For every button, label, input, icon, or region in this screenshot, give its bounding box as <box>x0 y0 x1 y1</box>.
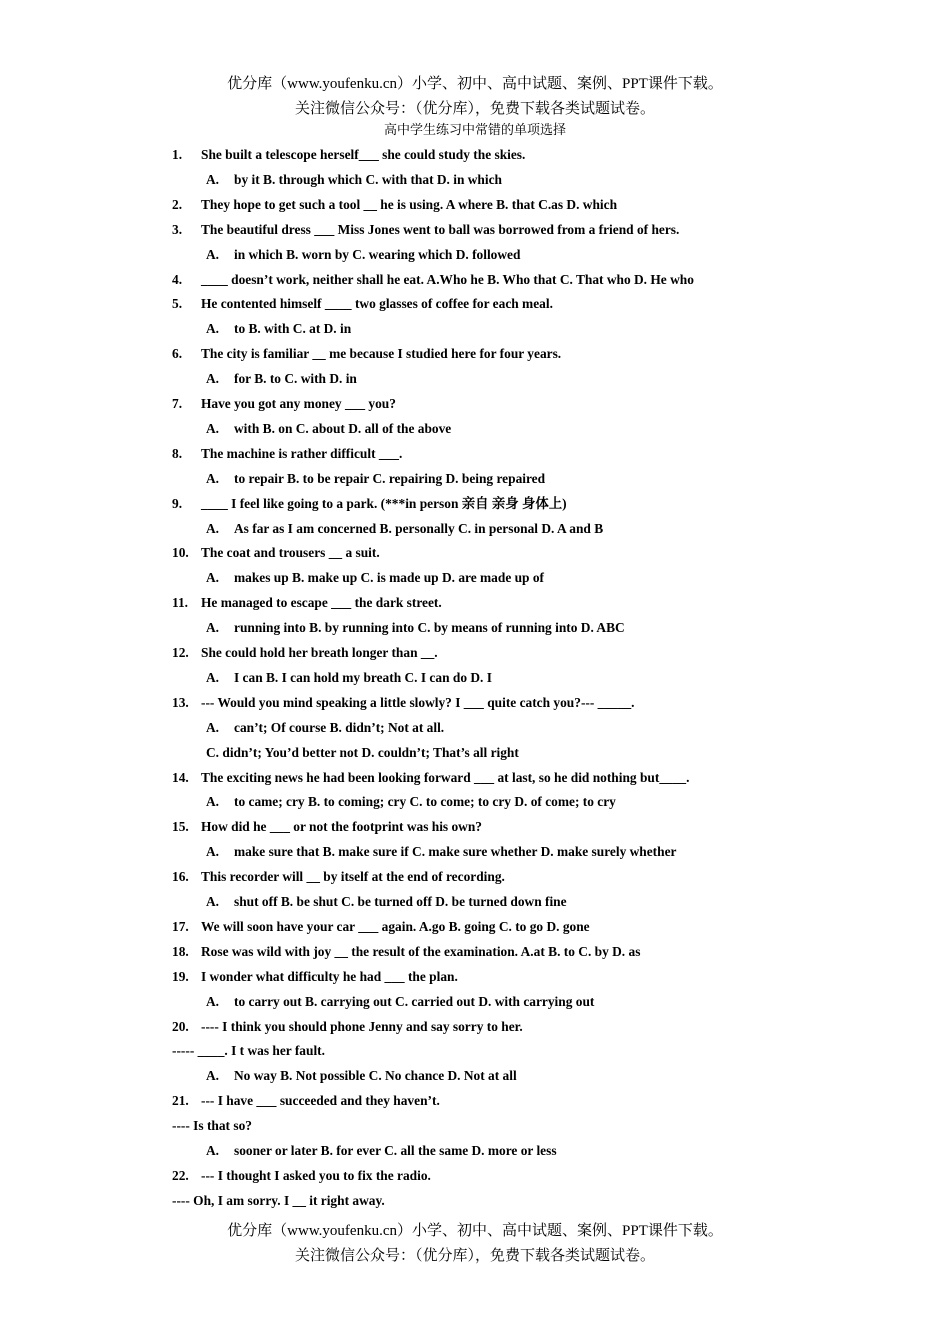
dialogue-line: ---- Oh, I am sorry. I __ it right away. <box>172 1192 385 1208</box>
question-text: He managed to escape ___ the dark street. <box>201 595 442 611</box>
option-label: A. <box>206 993 220 1009</box>
question-line <box>172 818 482 836</box>
question-line <box>172 345 561 363</box>
question-line <box>172 271 694 289</box>
answer-options <box>206 246 520 264</box>
question-number: 17. <box>172 918 189 934</box>
option-label: A. <box>206 1068 220 1084</box>
option-label: A. <box>206 844 220 860</box>
question-text: Rose was wild with joy __ the result of the examination. A.at B. to C. by D. as <box>201 943 641 959</box>
option-label: A. <box>206 669 220 685</box>
question-line <box>172 221 679 239</box>
question-number: 16. <box>172 869 189 885</box>
page-footer <box>0 1219 950 1269</box>
question-line <box>172 868 505 886</box>
dialogue-line: ----- ____. I t was her fault. <box>172 1043 325 1059</box>
option-label: A. <box>206 246 220 262</box>
option-label: A. <box>206 171 220 187</box>
options-text: sooner or later B. for ever C. all the same D. more or less <box>234 1143 557 1158</box>
answer-options <box>206 843 676 861</box>
options-text: to repair B. to be repair C. repairing D. being repaired <box>234 470 546 486</box>
question-number: 6. <box>172 346 183 362</box>
option-label: A. <box>206 470 220 486</box>
question-number: 15. <box>172 819 189 835</box>
options-text: running into B. by running into C. by means of running into D. ABC <box>234 620 625 636</box>
option-label: A. <box>206 371 220 387</box>
options-text: shut off B. be shut C. be turned off D. be turned down fine <box>234 894 567 909</box>
answer-options <box>206 719 444 737</box>
option-label: A. <box>206 620 220 636</box>
question-number: 8. <box>172 445 183 461</box>
question-line <box>172 445 402 463</box>
options-text: by it B. through which C. with that D. in which <box>234 171 502 187</box>
question-text: ____ I feel like going to a park. (***in person 亲自 亲身 身体上) <box>201 495 567 511</box>
question-line <box>172 943 640 961</box>
header-line-1: 优分库（www.youfenku.cn）小学、初中、高中试题、案例、PPT课件下载。 <box>227 76 723 92</box>
option-label: A. <box>206 321 220 337</box>
answer-options <box>206 1142 557 1160</box>
question-text: The exciting news he had been looking forward ___ at last, so he did nothing but____. <box>201 769 690 785</box>
answer-options <box>206 470 545 488</box>
options-text: for B. to C. with D. in <box>234 371 357 387</box>
question-line <box>172 918 590 936</box>
answer-options-continued: C. didn’t; You’d better not D. couldn’t; That’s all right <box>206 744 519 760</box>
question-text: We will soon have your car ___ again. A.go B. going C. to go D. gone <box>201 918 590 934</box>
question-line <box>172 495 567 513</box>
options-text: to came; cry B. to coming; cry C. to come; to cry D. of come; to cry <box>234 794 616 810</box>
question-text: The coat and trousers __ a suit. <box>201 545 380 561</box>
question-number: 5. <box>172 296 183 312</box>
answer-options <box>206 569 544 587</box>
question-text: He contented himself ____ two glasses of coffee for each meal. <box>201 296 553 312</box>
options-text: As far as I am concerned B. personally C. in personal D. A and B <box>234 520 604 536</box>
answer-options <box>206 320 351 338</box>
answer-options <box>206 520 603 538</box>
footer-line-2: 关注微信公众号：（优分库），免费下载各类试题试卷。 <box>294 1248 655 1264</box>
question-number: 12. <box>172 645 189 660</box>
question-number: 9. <box>172 495 183 511</box>
question-number: 14. <box>172 769 189 785</box>
options-text: I can B. I can hold my breath C. I can do D. I <box>234 669 492 685</box>
question-text: --- I thought I asked you to fix the radio. <box>201 1167 431 1183</box>
answer-options <box>206 619 625 637</box>
options-text: to B. with C. at D. in <box>234 321 352 337</box>
question-number: 3. <box>172 221 183 237</box>
question-number: 4. <box>172 271 183 287</box>
question-text: The city is familiar __ me because I studied here for four years. <box>201 346 562 362</box>
answer-options <box>206 793 616 811</box>
options-text: with B. on C. about D. all of the above <box>234 420 452 436</box>
options-text: can’t; Of course B. didn’t; Not at all. <box>234 719 445 735</box>
question-line <box>172 1167 431 1185</box>
question-number: 19. <box>172 968 189 984</box>
options-text: No way B. Not possible C. No chance D. Not at all <box>234 1068 517 1084</box>
question-text: --- I have ___ succeeded and they haven’t. <box>201 1093 440 1109</box>
dialogue-line: ---- Is that so? <box>172 1118 252 1134</box>
question-line <box>172 644 438 662</box>
question-number: 21. <box>172 1093 189 1109</box>
option-label: A. <box>206 570 220 586</box>
question-text: Have you got any money ___ you? <box>201 396 396 411</box>
question-text: She could hold her breath longer than __. <box>201 645 438 660</box>
answer-options <box>206 669 492 687</box>
question-number: 11. <box>172 595 188 611</box>
question-line <box>172 295 553 313</box>
question-text: How did he ___ or not the footprint was his own? <box>201 819 482 835</box>
question-number: 10. <box>172 545 189 561</box>
options-text: makes up B. make up C. is made up D. are made up of <box>234 570 545 586</box>
question-text: She built a telescope herself___ she could study the skies. <box>201 147 526 162</box>
question-line <box>172 1092 440 1110</box>
options-text: make sure that B. make sure if C. make sure whether D. make surely whether <box>234 844 677 860</box>
option-label: A. <box>206 1143 220 1158</box>
question-text: ---- I think you should phone Jenny and say sorry to her. <box>201 1018 523 1034</box>
answer-options <box>206 171 502 189</box>
question-text: The machine is rather difficult ___. <box>201 445 403 461</box>
answer-options <box>206 370 357 388</box>
answer-options <box>206 420 451 438</box>
question-line <box>172 146 525 164</box>
page-header <box>0 72 950 122</box>
option-label: A. <box>206 520 220 536</box>
question-number: 2. <box>172 196 183 212</box>
options-text: to carry out B. carrying out C. carried out D. with carrying out <box>234 993 595 1009</box>
header-line-2: 关注微信公众号：（优分库），免费下载各类试题试卷。 <box>294 101 655 117</box>
answer-options <box>206 1067 517 1085</box>
question-text: --- Would you mind speaking a little slowly? I ___ quite catch you?--- _____. <box>201 694 635 710</box>
question-line <box>172 1018 523 1036</box>
footer-line-1: 优分库（www.youfenku.cn）小学、初中、高中试题、案例、PPT课件下载。 <box>227 1223 723 1239</box>
question-line <box>172 395 396 413</box>
question-text: I wonder what difficulty he had ___ the plan. <box>201 968 458 984</box>
question-number: 13. <box>172 694 189 710</box>
question-number: 7. <box>172 396 183 411</box>
answer-options <box>206 893 567 911</box>
question-line <box>172 196 617 214</box>
option-label: A. <box>206 719 220 735</box>
options-text: in which B. worn by C. wearing which D. followed <box>234 246 521 262</box>
option-label: A. <box>206 794 220 810</box>
question-number: 22. <box>172 1167 189 1183</box>
option-label: A. <box>206 420 220 436</box>
question-number: 18. <box>172 943 189 959</box>
question-line <box>172 594 442 612</box>
option-label: A. <box>206 894 220 909</box>
answer-options <box>206 993 594 1011</box>
question-text: ____ doesn’t work, neither shall he eat. A.Who he B. Who that C. That who D. He who <box>201 271 694 287</box>
question-number: 20. <box>172 1018 189 1034</box>
question-text: The beautiful dress ___ Miss Jones went to ball was borrowed from a friend of hers. <box>201 221 680 237</box>
document-subtitle: 高中学生练习中常错的单项选择 <box>383 122 566 137</box>
question-line <box>172 968 458 986</box>
question-line <box>172 769 689 787</box>
question-line <box>172 544 380 562</box>
question-text: This recorder will __ by itself at the end of recording. <box>201 869 505 885</box>
question-number: 1. <box>172 147 183 162</box>
question-line <box>172 694 635 712</box>
question-text: They hope to get such a tool __ he is using. A where B. that C.as D. which <box>201 196 618 212</box>
